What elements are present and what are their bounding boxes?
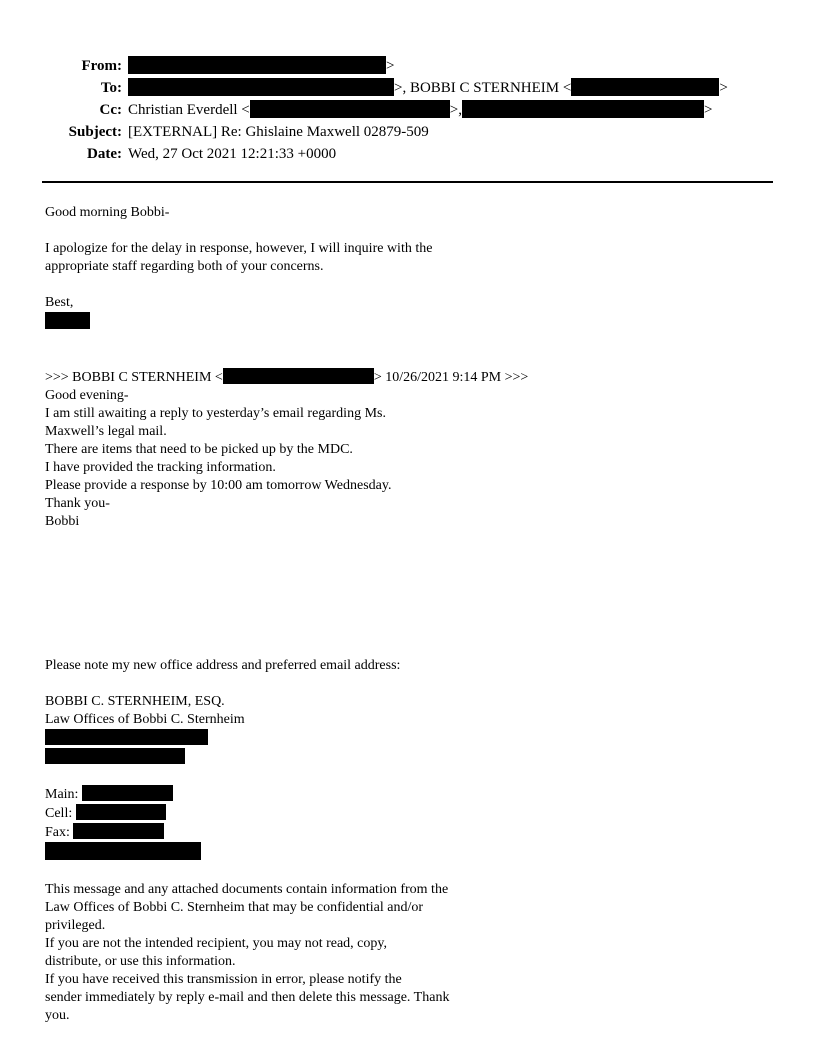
text-segment: appropriate staff regarding both of your concerns. xyxy=(45,259,324,274)
body-blank-line xyxy=(45,585,766,603)
header-field-value-subject xyxy=(128,121,770,143)
header-divider xyxy=(42,181,773,183)
body-line xyxy=(45,294,766,312)
text-segment: If you are not the intended recipient, you may not read, copy, xyxy=(45,936,387,951)
header-field-label-date: Date: xyxy=(87,146,122,162)
text-segment: There are items that need to be picked up by the MDC. xyxy=(45,442,353,457)
body-line xyxy=(45,785,766,804)
text-segment: [EXTERNAL] Re: Ghislaine Maxwell 02879-509 xyxy=(128,124,429,140)
body-line xyxy=(45,711,766,729)
redaction-bar xyxy=(45,312,90,329)
body-line xyxy=(45,387,766,405)
text-segment: Please provide a response by 10:00 am tomorrow Wednesday. xyxy=(45,478,392,493)
header-field-row-cc xyxy=(45,99,770,121)
body-line xyxy=(45,258,766,276)
text-segment: I have provided the tracking information. xyxy=(45,460,276,475)
body-line xyxy=(45,729,766,748)
body-line xyxy=(45,312,766,332)
body-blank-line xyxy=(45,549,766,567)
text-segment: If you have received this transmission in error, please notify the xyxy=(45,972,402,987)
body-blank-line xyxy=(45,350,766,368)
body-blank-line xyxy=(45,675,766,693)
text-segment: Best, xyxy=(45,295,74,310)
body-line xyxy=(45,459,766,477)
text-segment: Good morning Bobbi- xyxy=(45,205,170,220)
text-segment: > xyxy=(703,102,713,118)
text-segment: >, xyxy=(449,102,462,118)
text-segment: Fax: xyxy=(45,825,74,840)
text-segment: >, BOBBI C STERNHEIM < xyxy=(394,80,572,96)
body-line xyxy=(45,971,766,989)
text-segment: Please note my new office address and preferred email address: xyxy=(45,658,401,673)
text-segment: I apologize for the delay in response, however, I will inquire with the xyxy=(45,241,433,256)
text-segment: privileged. xyxy=(45,918,106,933)
body-blank-line xyxy=(45,276,766,294)
text-segment: > xyxy=(719,80,728,96)
header-field-value-cc xyxy=(128,99,770,121)
body-line xyxy=(45,495,766,513)
body-line xyxy=(45,657,766,675)
body-line xyxy=(45,441,766,459)
text-segment: distribute, or use this information. xyxy=(45,954,236,969)
body-line xyxy=(45,899,766,917)
body-line xyxy=(45,989,766,1007)
text-segment: > 10/26/2021 9:14 PM >>> xyxy=(373,370,529,385)
body-line xyxy=(45,917,766,935)
body-blank-line xyxy=(45,863,766,881)
header-field-label-subject: Subject: xyxy=(68,124,122,140)
text-segment: This message and any attached documents contain information from the xyxy=(45,882,449,897)
redaction-bar xyxy=(128,78,394,96)
redaction-bar xyxy=(462,100,704,118)
header-field-label-to: To: xyxy=(100,80,122,96)
text-segment: Main: xyxy=(45,787,82,802)
header-field-value-to xyxy=(128,77,770,99)
body-line xyxy=(45,423,766,441)
body-blank-line xyxy=(45,332,766,350)
body-blank-line xyxy=(45,222,766,240)
text-segment: I am still awaiting a reply to yesterday’s email regarding Ms. xyxy=(45,406,386,421)
body-line xyxy=(45,823,766,842)
body-blank-line xyxy=(45,603,766,621)
text-segment: Christian Everdell < xyxy=(128,102,250,118)
email-body xyxy=(0,204,816,1025)
body-blank-line xyxy=(45,531,766,549)
body-line xyxy=(45,748,766,767)
body-line xyxy=(45,935,766,953)
body-blank-line xyxy=(45,567,766,585)
text-segment: > xyxy=(386,58,395,74)
text-segment: Law Offices of Bobbi C. Sternheim that may be confidential and/or xyxy=(45,900,424,915)
redaction-bar xyxy=(45,729,208,745)
text-segment: sender immediately by reply e-mail and then delete this message. Thank xyxy=(45,990,450,1005)
body-line xyxy=(45,240,766,258)
redaction-bar xyxy=(45,842,201,860)
body-line xyxy=(45,842,766,863)
header-field-row-from xyxy=(45,55,770,77)
body-blank-line xyxy=(45,639,766,657)
text-segment: Wed, 27 Oct 2021 12:21:33 +0000 xyxy=(128,146,337,162)
header-field-label-cc: Cc: xyxy=(99,102,122,118)
text-segment: Cell: xyxy=(45,806,76,821)
text-segment: Law Offices of Bobbi C. Sternheim xyxy=(45,712,245,727)
body-line xyxy=(45,405,766,423)
redaction-bar xyxy=(128,56,386,74)
body-line xyxy=(45,204,766,222)
body-line xyxy=(45,693,766,711)
redaction-bar xyxy=(250,100,450,118)
body-blank-line xyxy=(45,767,766,785)
redaction-bar xyxy=(223,368,374,384)
header-field-value-date xyxy=(128,143,770,165)
text-segment: Thank you- xyxy=(45,496,110,511)
header-field-row-subject xyxy=(45,121,770,143)
redaction-bar xyxy=(45,748,185,764)
text-segment: Maxwell’s legal mail. xyxy=(45,424,167,439)
body-line xyxy=(45,804,766,823)
body-blank-line xyxy=(45,621,766,639)
body-line xyxy=(45,368,766,387)
body-line xyxy=(45,881,766,899)
body-line xyxy=(45,1007,766,1025)
redaction-bar xyxy=(82,785,173,801)
header-field-row-date xyxy=(45,143,770,165)
redaction-bar xyxy=(73,823,164,839)
redaction-bar xyxy=(76,804,166,820)
text-segment: BOBBI C. STERNHEIM, ESQ. xyxy=(45,694,225,709)
header-field-row-to xyxy=(45,77,770,99)
text-segment: Bobbi xyxy=(45,514,80,529)
redaction-bar xyxy=(571,78,719,96)
text-segment: Good evening- xyxy=(45,388,129,403)
header-field-label-from: From: xyxy=(81,58,122,74)
body-line xyxy=(45,513,766,531)
text-segment: >>> BOBBI C STERNHEIM < xyxy=(45,370,223,385)
email-header xyxy=(0,0,816,165)
body-line xyxy=(45,953,766,971)
body-line xyxy=(45,477,766,495)
header-field-value-from xyxy=(128,55,770,77)
text-segment: you. xyxy=(45,1008,70,1023)
